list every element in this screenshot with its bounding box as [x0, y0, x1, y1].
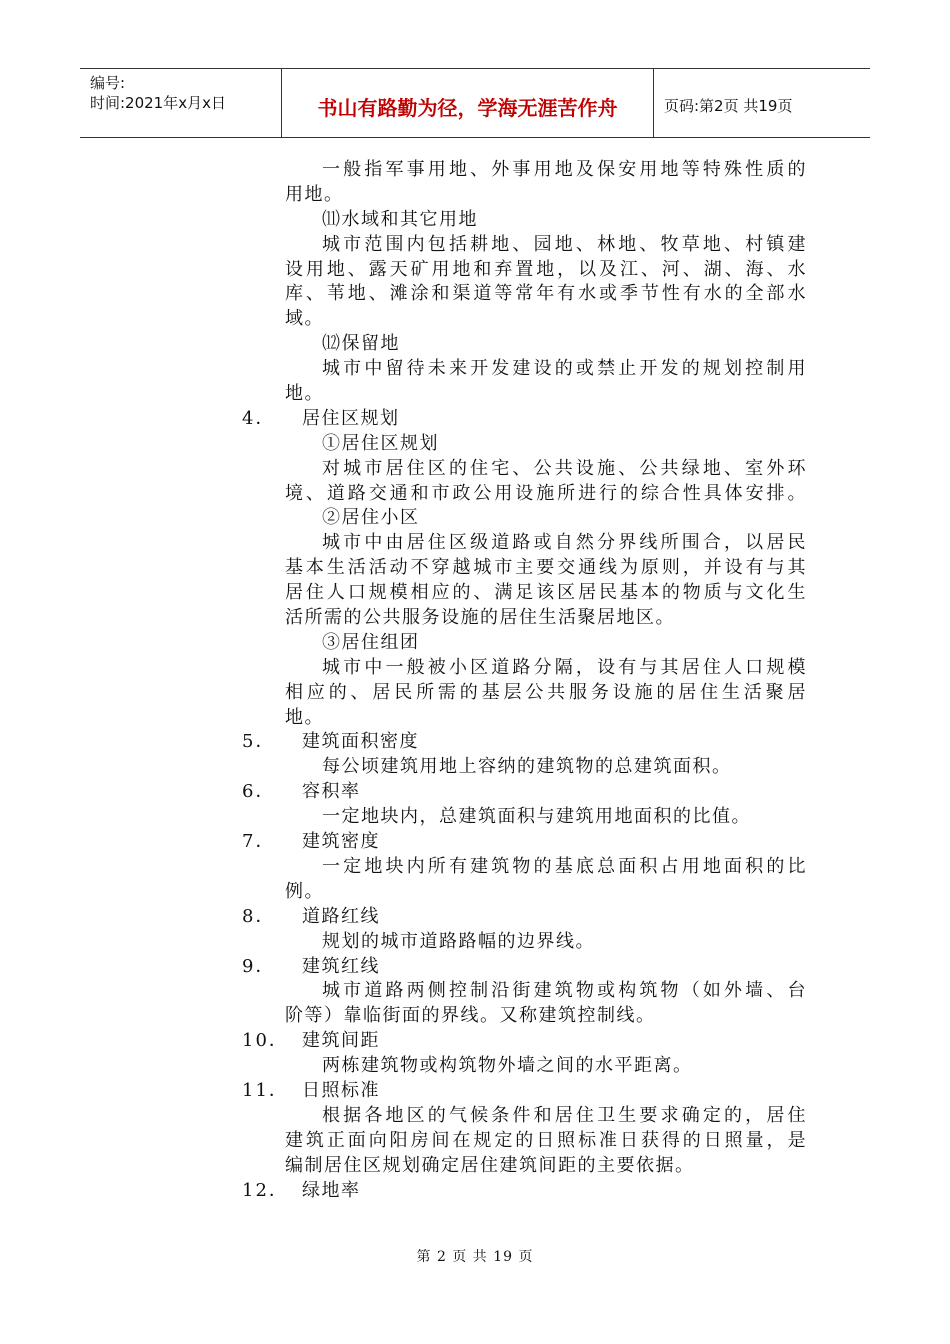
section-number: 9． — [242, 955, 276, 977]
header-motto: 书山有路勤为径，学海无涯苦作舟 — [281, 69, 654, 137]
section-heading: 建筑红线 — [302, 955, 380, 977]
section-heading: 道路红线 — [302, 905, 380, 927]
subheading: ③居住组团 — [322, 631, 420, 653]
section-number: 6． — [242, 781, 276, 803]
paragraph-line: 域。 — [285, 308, 324, 330]
paragraph-line: 地。 — [285, 383, 324, 405]
section-number: 11． — [242, 1079, 289, 1101]
subheading: ②居住小区 — [322, 507, 420, 529]
paragraph-line: 居住人口规模相应的、满足该区居民基本的物质与文化生 — [285, 582, 807, 604]
paragraph-line: 每公顷建筑用地上容纳的建筑物的总建筑面积。 — [322, 756, 732, 778]
paragraph-line: 一定地块内所有建筑物的基底总面积占用地面积的比 — [322, 855, 807, 877]
paragraph-line: 相应的、居民所需的基层公共服务设施的居住生活聚居 — [285, 681, 807, 703]
section-heading: 绿地率 — [302, 1179, 361, 1201]
section-heading: 居住区规划 — [302, 407, 400, 429]
paragraph-line: 用地。 — [285, 183, 344, 205]
paragraph-line: 建筑正面向阳房间在规定的日照标准日获得的日照量，是 — [285, 1129, 807, 1151]
paragraph-line: 城市中一般被小区道路分隔，设有与其居住人口规模 — [322, 656, 807, 678]
section-number: 5． — [242, 731, 276, 753]
section-heading: 日照标准 — [302, 1079, 380, 1101]
section-number: 7． — [242, 831, 276, 853]
paragraph-line: 库、苇地、滩涂和渠道等常年有水或季节性有水的全部水 — [285, 283, 807, 305]
paragraph-line: 城市道路两侧控制沿街建筑物或构筑物（如外墙、台 — [322, 980, 807, 1002]
paragraph-line: 一般指军事用地、外事用地及保安用地等特殊性质的 — [322, 159, 807, 180]
header-page-code: 页码:第2页 共19页 — [664, 96, 793, 115]
section-heading: 建筑面积密度 — [302, 731, 419, 753]
paragraph-line: 一定地块内，总建筑面积与建筑用地面积的比值。 — [322, 806, 751, 828]
section-number: 4． — [242, 407, 276, 429]
subheading: ⑿保留地 — [322, 333, 400, 355]
paragraph-line: 城市中留待未来开发建设的或禁止开发的规划控制用 — [322, 358, 807, 380]
paragraph-line: 根据各地区的气候条件和居住卫生要求确定的，居住 — [322, 1104, 807, 1126]
paragraph-line: 规划的城市道路路幅的边界线。 — [322, 930, 595, 952]
document-body — [0, 158, 950, 1203]
paragraph-line: 境、道路交通和市政公用设施所进行的综合性具体安排。 — [285, 482, 807, 504]
serial-label: 编号: — [90, 74, 126, 92]
section-heading: 容积率 — [302, 781, 361, 803]
paragraph-line: 地。 — [285, 706, 324, 728]
subheading: ①居住区规划 — [322, 432, 439, 454]
section-heading: 建筑间距 — [302, 1030, 380, 1052]
paragraph-line: 活所需的公共服务设施的居住生活聚居地区。 — [285, 607, 675, 629]
paragraph-line: 设用地、露天矿用地和弃置地，以及江、河、湖、海、水 — [285, 258, 807, 280]
paragraph-line: 两栋建筑物或构筑物外墙之间的水平距离。 — [322, 1055, 693, 1077]
paragraph-line: 基本生活活动不穿越城市主要交通线为原则，并设有与其 — [285, 557, 807, 579]
paragraph-line: 城市中由居住区级道路或自然分界线所围合，以居民 — [322, 532, 807, 554]
section-number: 8． — [242, 905, 276, 927]
section-number: 10． — [242, 1030, 289, 1052]
paragraph-line: 阶等）靠临街面的界线。又称建筑控制线。 — [285, 1005, 656, 1027]
header-left-cell — [80, 69, 281, 137]
subheading: ⑾水域和其它用地 — [322, 208, 478, 230]
page-header — [80, 68, 870, 138]
time-label: 时间:2021年x月x日 — [90, 94, 226, 112]
section-number: 12． — [242, 1179, 289, 1201]
paragraph-line: 编制居住区规划确定居住建筑间距的主要依据。 — [285, 1154, 695, 1176]
paragraph-line: 例。 — [285, 880, 324, 902]
paragraph-line: 城市范围内包括耕地、园地、林地、牧草地、村镇建 — [322, 233, 807, 255]
page-footer: 第 2 页 共 19 页 — [416, 1249, 534, 1265]
paragraph-line: 对城市居住区的住宅、公共设施、公共绿地、室外环 — [322, 457, 807, 479]
section-heading: 建筑密度 — [302, 831, 380, 853]
